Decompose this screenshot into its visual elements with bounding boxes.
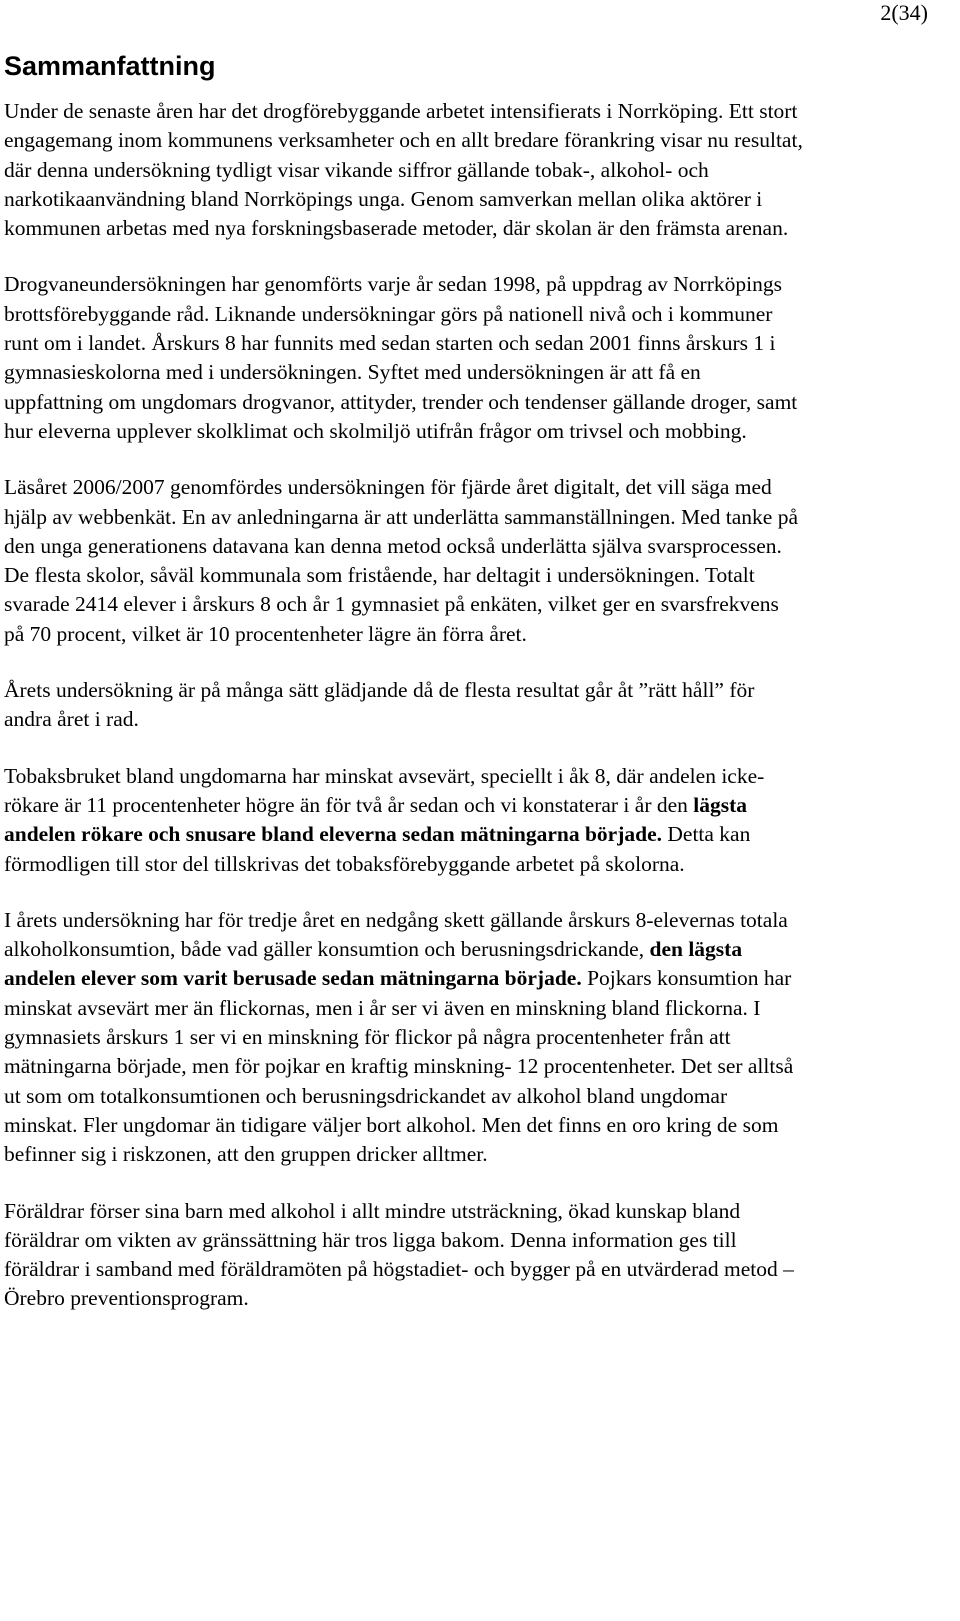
paragraph-results-summary <box>4 676 804 735</box>
paragraph-text: Pojkars konsumtion har minskat avsevärt mer än flickornas, men i år ser vi även en minskning bland flickorna. I gymnasiets årskurs 1 ser vi en minskning för flickor på några procentenheter från att mätningarna började, men för pojkar en kraftig minskning- 12 procentenheter. Det ser alltså ut som om totalkonsumtionen och berusningsdrickandet av alkohol bland ungdomar minskat. Fler ungdomar än tidigare väljer bort alkohol. Men det finns en oro kring de som befinner sig i riskzonen, att den gruppen dricker alltmer. <box>4 966 794 1167</box>
paragraph-emphasis: lägsta andelen rökare och snusare bland eleverna sedan mätningarna började. <box>4 792 748 847</box>
paragraph-text: Under de senaste åren har det drogförebyggande arbetet intensifierats i Norrköping. Ett stort engagemang inom kommunens verksamheter och en allt bredare förankring visar nu resultat, där denna undersökning tydligt visar vikande siffror gällande tobak-, alkohol- och narkotikaanvändning bland Norrköpings unga. Genom samverkan mellan olika aktörer i kommunen arbetas med nya forskningsbaserade metoder, där skolan är den främsta arenan. <box>4 99 803 241</box>
paragraph-text: Detta kan förmodligen till stor del tillskrivas det tobaksförebyggande arbetet på skolorna. <box>4 822 751 876</box>
paragraph-text: Drogvaneundersökningen har genomförts varje år sedan 1998, på uppdrag av Norrköpings brottsförebyggande råd. Liknande undersökningar görs på nationell nivå och i kommuner runt om i landet. Årskurs 8 har funnits med sedan starten och sedan 2001 finns årskurs 1 i gymnasieskolorna med i undersökningen. Syftet med undersökningen är att få en uppfattning om ungdomars drogvanor, attityder, trender och tendenser gällande droger, samt hur eleverna upplever skolklimat och skolmiljö utifrån frågor om trivsel och mobbing. <box>4 272 798 443</box>
paragraph-alcohol <box>4 906 804 1170</box>
paragraph-text: I årets undersökning har för tredje året en nedgång skett gällande årskurs 8-elevernas totala alkoholkonsumtion, både vad gäller konsumtion och berusningsdrickande, <box>4 907 788 962</box>
paragraph-text: Tobaksbruket bland ungdomarna har minskat avsevärt, speciellt i åk 8, där andelen icke- rökare är 11 procentenheter högre än för två år sedan och vi konstaterar i år den <box>4 763 765 817</box>
paragraph-survey-background <box>4 270 804 446</box>
paragraph-emphasis: den lägsta andelen elever som varit berusade sedan mätningarna började. <box>4 937 743 991</box>
document-body <box>4 50 804 1341</box>
paragraph-text: Läsåret 2006/2007 genomfördes undersökningen för fjärde året digitalt, det vill säga med hjälp av webbenkät. En av anledningarna är att underlätta sammanställningen. Med tanke på den unga generationens datavana kan denna metod också underlätta själva svarsprocessen. De flesta skolor, såväl kommunala som fristående, har deltagit i undersökningen. Totalt svarade 2414 elever i årskurs 8 och år 1 gymnasiet på enkäten, vilket ger en svarsfrekvens på 70 procent, vilket är 10 procentenheter lägre än förra året. <box>4 475 799 646</box>
paragraph-text: Årets undersökning är på många sätt glädjande då de flesta resultat går åt ”rätt håll” för andra året i rad. <box>4 678 755 732</box>
page-title: Sammanfattning <box>4 51 216 81</box>
paragraph-survey-method <box>4 473 804 649</box>
paragraph-tobacco <box>4 762 804 879</box>
paragraph-text: Föräldrar förser sina barn med alkohol i allt mindre utsträckning, ökad kunskap bland föräldrar om vikten av gränssättning här tros ligga bakom. Denna information ges till föräldrar i samband med föräldramöten på högstadiet- och bygger på en utvärderad metod – Örebro preventionsprogram. <box>4 1198 794 1311</box>
paragraph-parents <box>4 1197 804 1314</box>
paragraph-intro <box>4 97 804 243</box>
page-number: 2(34) <box>880 0 928 25</box>
